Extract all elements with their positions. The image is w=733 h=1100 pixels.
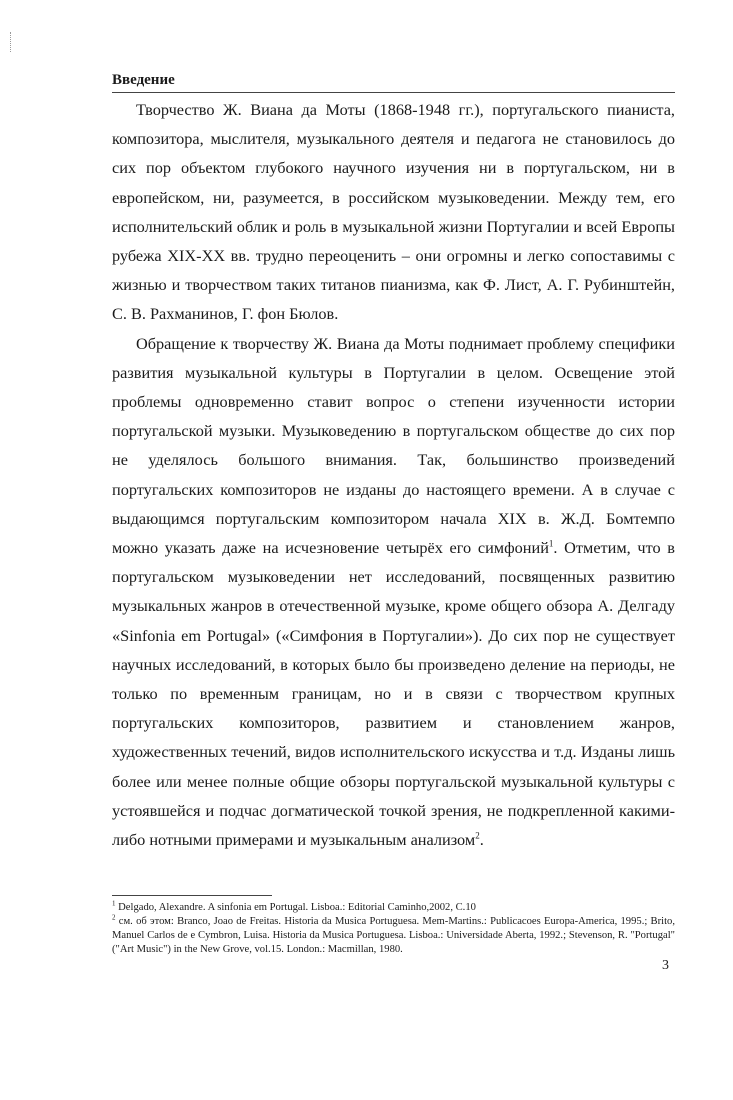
paragraph-1	[112, 95, 675, 329]
footnote-1	[112, 901, 675, 915]
footnote-text-2: см. об этом: Branco, Joao de Freitas. Historia da Musica Portuguesa. Mem-Martins.: Publicacoes Europa-America, 1995.; Brito, Manuel Carlos de e Cymbron, Luisa. Historia da Musica Portuguesa. Lisboa.: Universidade Aberta, 1992.; Stevenson, R. "Portugal" ("Art Music") in the New Grove, vol.15. London.: Macmillan, 1980.	[112, 916, 675, 955]
page-number: 3	[662, 958, 669, 973]
footnote-mark-1: 1	[112, 899, 116, 908]
paragraph-2-part-2: . Отметим, что в португальском музыковедении нет исследований, посвященных развитию музыкальных жанров в отечественной музыке, кроме общего обзора А. Делгаду «Sinfonia em Portugal» («Симфония в Португалии»). До сих пор не существует научных исследований, в которых было бы произведено деление на периоды, не только по временным границам, но и в связи с творчеством крупных португальских композиторов, развитием и становлением жанров, художественных течений, видов исполнительского искусства и т.д. Изданы лишь более или менее полные общие обзоры португальской музыкальной культуры с устоявшейся и подчас догматической точкой зрения, не подкрепленной какими-либо нотными примерами и музыкальным анализом	[112, 538, 675, 850]
footnote-separator	[112, 895, 272, 896]
scan-edge-mark	[10, 32, 13, 52]
body-text	[112, 95, 675, 854]
paragraph-1-text: Творчество Ж. Виана да Моты (1868-1948 гг.), португальского пианиста, композитора, мыслителя, музыкального деятеля и педагога не становилось до сих пор объектом глубокого научного изучения ни в португальском, ни в европейском, ни, разумеется, в российском музыковедении. Между тем, его исполнительский облик и роль в музыкальной жизни Португалии и всей Европы рубежа XIX-XX вв. трудно переоценить – они огромны и легко сопоставимы с жизнью и творчеством таких титанов пианизма, как Ф. Лист, А. Г. Рубинштейн, С. В. Рахманинов, Г. фон Бюлов.	[112, 100, 675, 324]
heading-rule	[112, 92, 675, 93]
section-heading: Введение	[112, 72, 175, 88]
footnote-ref-2: 2	[475, 830, 480, 841]
footnotes	[112, 901, 675, 957]
footnote-2	[112, 915, 675, 957]
footnote-mark-2: 2	[112, 913, 116, 922]
paragraph-2-part-3: .	[479, 830, 484, 850]
paragraph-2	[112, 329, 675, 855]
footnote-text-1: Delgado, Alexandre. A sinfonia em Portugal. Lisboa.: Editorial Caminho,2002, C.10	[115, 902, 476, 913]
footnote-ref-1: 1	[548, 538, 554, 549]
paragraph-2-part-1: Обращение к творчеству Ж. Виана да Моты поднимает проблему специфики развития музыкальной культуры в Португалии в целом. Освещение этой проблемы одновременно ставит вопрос о степени изученности истории португальской музыки. Музыковедению в португальском обществе до сих пор не уделялось большого внимания. Так, большинство произведений португальских композиторов не изданы до настоящего времени. А в случае с выдающимся португальским композитором начала XIX в. Ж.Д. Бомтемпо можно указать даже на исчезновение четырёх его симфоний	[112, 333, 675, 558]
